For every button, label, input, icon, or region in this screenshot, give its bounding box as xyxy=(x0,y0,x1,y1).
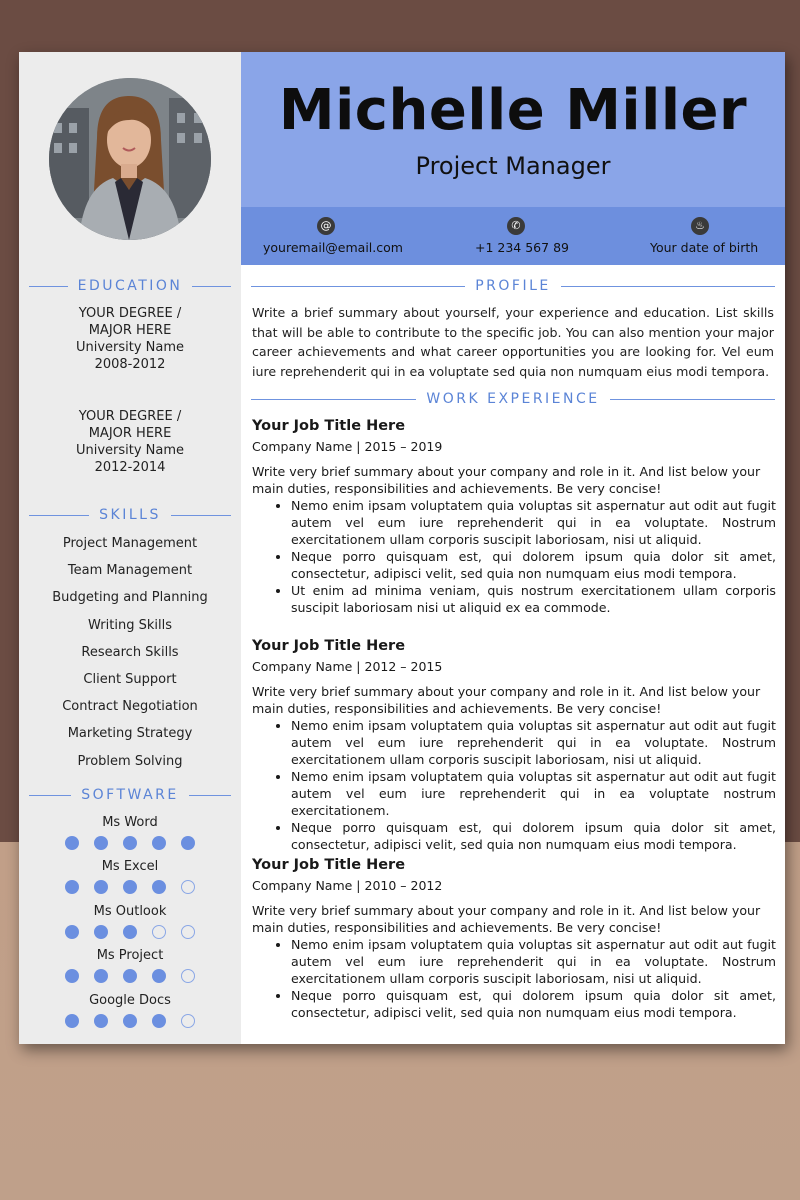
rating-dot-filled xyxy=(94,925,108,939)
job-title-heading: Your Job Title Here xyxy=(252,418,406,434)
education-entry-1 xyxy=(19,305,241,373)
rating-dot-filled xyxy=(94,836,108,850)
rating-dot-filled xyxy=(181,836,195,850)
profile-photo xyxy=(49,78,211,240)
job-title-heading: Your Job Title Here xyxy=(252,857,406,873)
duties-list xyxy=(252,936,776,1021)
sidebar xyxy=(19,52,241,1044)
profile-summary: Write a brief summary about yourself, your experience and education. List skills that will be able to contribute to the specific job. You can also mention your major career achievements and what career opportunities you are looking for. Vel eum iure reprehenderit qui in ea voluptate sed quia non numquam eius modi tempora. xyxy=(252,305,774,379)
job-entry xyxy=(252,416,776,616)
university-name: University Name xyxy=(75,340,185,355)
job-dates: 2012 – 2015 xyxy=(364,659,443,674)
rating-dot-filled xyxy=(94,880,108,894)
software-item xyxy=(19,992,241,1028)
rating-dot-filled xyxy=(152,836,166,850)
rating-dot-empty xyxy=(152,925,166,939)
software-item xyxy=(19,947,241,983)
duty-item: • Neque porro quisquam est, qui dolorem ipsum quia dolor sit amet, consectetur, adipisci velit, sed quia non numquam eius modi tempora. xyxy=(291,548,776,582)
duty-item: • Nemo enim ipsam voluptatem quia voluptas sit aspernatur aut odit aut fugit autem vel eum iure reprehenderit qui in ea voluptate. Nostrum exercitationem ullam corporis suscipit laboriosam, nisi ut aliquid. xyxy=(291,717,776,768)
degree-line: MAJOR HERE xyxy=(88,426,172,441)
degree-line: YOUR DEGREE / xyxy=(78,306,182,321)
duties-list xyxy=(252,717,776,853)
software-name: Ms Word xyxy=(102,815,158,830)
education-years: 2008-2012 xyxy=(94,357,166,372)
email-text: youremail@email.com xyxy=(263,240,403,255)
rating-dot-filled xyxy=(65,836,79,850)
duty-item: • Ut enim ad minima veniam, quis nostrum exercitationem ullam corporis suscipit laboriosam nisi ut aliquid ex ea commode. xyxy=(291,582,776,616)
software-name: Google Docs xyxy=(89,993,171,1008)
rating-dot-filled xyxy=(152,1014,166,1028)
rating-dot-filled xyxy=(123,969,137,983)
software-name: Ms Excel xyxy=(101,859,159,874)
rating-dots xyxy=(19,880,241,894)
job-entry xyxy=(252,855,776,1021)
resume-page xyxy=(19,52,785,1044)
education-heading: EDUCATION xyxy=(29,278,231,294)
skill-item: Budgeting and Planning xyxy=(52,590,208,606)
rating-dot-filled xyxy=(123,925,137,939)
rating-dot-filled xyxy=(152,969,166,983)
duties-list xyxy=(252,497,776,616)
rating-dot-empty xyxy=(181,880,195,894)
skill-item: Client Support xyxy=(83,671,177,687)
phone-icon: ✆ xyxy=(507,217,525,235)
rating-dot-empty xyxy=(181,925,195,939)
at-icon: @ xyxy=(317,217,335,235)
rating-dots xyxy=(19,969,241,983)
education-entry-2 xyxy=(19,408,241,476)
software-item xyxy=(19,858,241,894)
job-title-heading: Your Job Title Here xyxy=(252,638,406,654)
company-name: Company Name xyxy=(252,439,353,454)
job-entry xyxy=(252,636,776,853)
rating-dot-filled xyxy=(65,925,79,939)
job-summary: Write very brief summary about your company and role in it. And list below your main duties, responsibilities and achievements. Be very concise! xyxy=(252,464,761,496)
skill-item: Research Skills xyxy=(81,644,179,660)
rating-dot-filled xyxy=(123,836,137,850)
software-name: Ms Project xyxy=(96,948,164,963)
main-column xyxy=(241,52,785,1044)
company-line: Company Name | 2015 – 2019 xyxy=(252,439,443,454)
contact-band xyxy=(241,207,785,265)
rating-dot-filled xyxy=(123,1014,137,1028)
rating-dot-filled xyxy=(65,880,79,894)
rating-dot-filled xyxy=(152,880,166,894)
company-line: Company Name | 2010 – 2012 xyxy=(252,878,443,893)
birth-text: Your date of birth xyxy=(650,240,759,255)
phone-text: +1 234 567 89 xyxy=(475,240,569,255)
work-experience-heading: WORK EXPERIENCE xyxy=(251,391,775,407)
person-name: Michelle Miller xyxy=(278,78,748,143)
job-summary: Write very brief summary about your company and role in it. And list below your main duties, responsibilities and achievements. Be very concise! xyxy=(252,684,761,716)
skill-item: Writing Skills xyxy=(88,617,172,633)
profile-heading: PROFILE xyxy=(251,278,775,294)
skills-heading: SKILLS xyxy=(29,507,231,523)
portrait-illustration xyxy=(49,78,211,240)
degree-line: MAJOR HERE xyxy=(88,323,172,338)
cake-icon: ♨ xyxy=(691,217,709,235)
duty-item: • Nemo enim ipsam voluptatem quia voluptas sit aspernatur aut odit aut fugit autem vel eum iure reprehenderit qui in ea voluptate nostrum exercitationem. xyxy=(291,768,776,819)
job-summary: Write very brief summary about your company and role in it. And list below your main duties, responsibilities and achievements. Be very concise! xyxy=(252,903,761,935)
software-item xyxy=(19,903,241,939)
rating-dot-filled xyxy=(94,1014,108,1028)
skills-list xyxy=(19,535,241,780)
degree-line: YOUR DEGREE / xyxy=(78,409,182,424)
duty-item: • Neque porro quisquam est, qui dolorem ipsum quia dolor sit amet, consectetur, adipisci velit, sed quia non numquam eius modi tempora. xyxy=(291,987,776,1021)
rating-dot-filled xyxy=(123,880,137,894)
duty-item: • Nemo enim ipsam voluptatem quia voluptas sit aspernatur aut odit aut fugit autem vel eum iure reprehenderit qui in ea voluptate. Nostrum exercitationem ullam corporis suscipit laboriosam, nisi ut aliquid. xyxy=(291,497,776,548)
rating-dot-filled xyxy=(65,1014,79,1028)
job-dates: 2010 – 2012 xyxy=(364,878,443,893)
education-years: 2012-2014 xyxy=(94,460,166,475)
rating-dots xyxy=(19,836,241,850)
skill-item: Problem Solving xyxy=(77,753,183,769)
rating-dot-filled xyxy=(65,969,79,983)
university-name: University Name xyxy=(75,443,185,458)
skill-item: Marketing Strategy xyxy=(67,726,193,742)
skill-item: Contract Negotiation xyxy=(62,699,198,715)
skill-item: Project Management xyxy=(62,536,198,551)
job-dates: 2015 – 2019 xyxy=(364,439,443,454)
software-name: Ms Outlook xyxy=(93,904,167,919)
company-name: Company Name xyxy=(252,878,353,893)
rating-dot-filled xyxy=(94,969,108,983)
rating-dot-empty xyxy=(181,969,195,983)
duty-item: • Nemo enim ipsam voluptatem quia voluptas sit aspernatur aut odit aut fugit autem vel eum iure reprehenderit qui in ea voluptate. Nostrum exercitationem ullam corporis suscipit laboriosam, nisi ut aliquid. xyxy=(291,936,776,987)
company-line: Company Name | 2012 – 2015 xyxy=(252,659,443,674)
header-band xyxy=(241,52,785,207)
software-heading: SOFTWARE xyxy=(29,787,231,803)
skill-item: Team Management xyxy=(67,563,193,579)
duty-item: • Neque porro quisquam est, qui dolorem ipsum quia dolor sit amet, consectetur, adipisci velit, sed quia non numquam eius modi tempora. xyxy=(291,819,776,853)
rating-dots xyxy=(19,1014,241,1028)
job-title: Project Manager xyxy=(415,152,611,180)
company-name: Company Name xyxy=(252,659,353,674)
software-item xyxy=(19,814,241,850)
rating-dot-empty xyxy=(181,1014,195,1028)
rating-dots xyxy=(19,925,241,939)
